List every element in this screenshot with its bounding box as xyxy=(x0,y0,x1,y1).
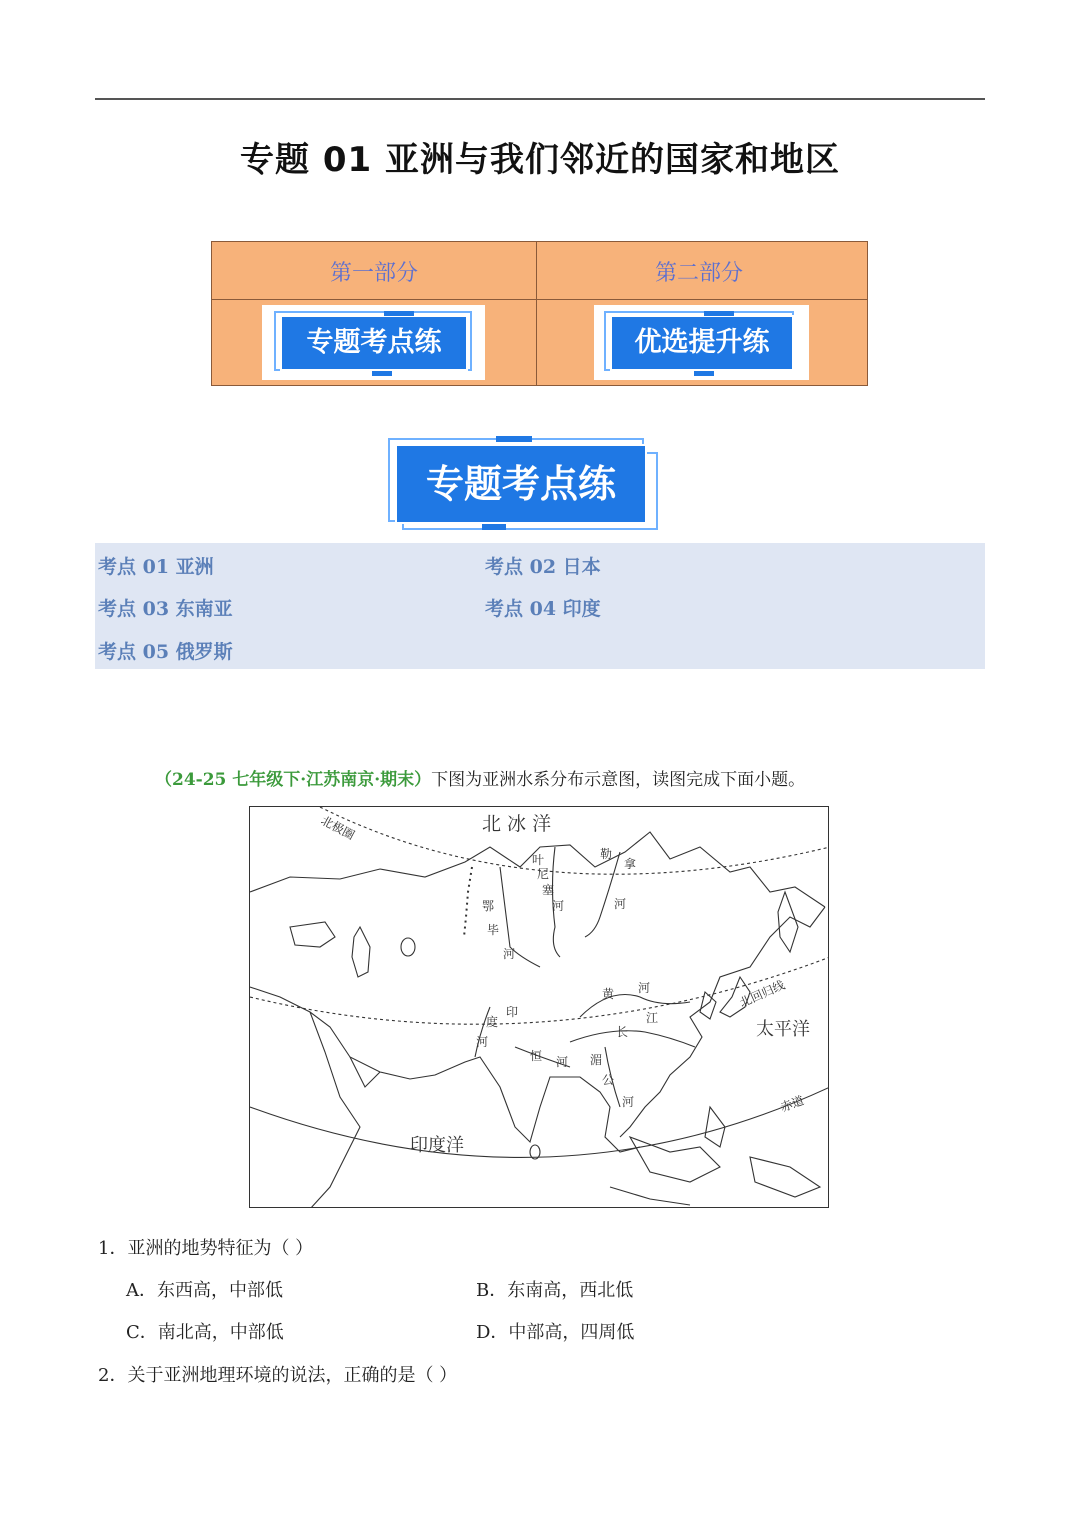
yangtze-river xyxy=(570,1031,695,1047)
part-two-badge-box xyxy=(594,305,809,380)
africa-coast xyxy=(310,1012,360,1208)
badge-tab xyxy=(384,311,414,316)
map-label-ganges: 恒 xyxy=(530,1049,543,1063)
new-guinea xyxy=(750,1157,820,1197)
question-1-option-b[interactable]: B．东南高，西北低 xyxy=(476,1280,634,1301)
kaodian-link-04[interactable]: 考点 04 印度 xyxy=(485,598,601,620)
map-label-yellow-river: 河 xyxy=(638,981,651,995)
map-label-yenisei: 尼 xyxy=(537,867,550,881)
caspian-sea xyxy=(352,927,370,977)
part-one-badge[interactable]: 专题考点练 xyxy=(282,317,466,369)
ural-mountains xyxy=(464,867,472,937)
equator-line xyxy=(250,1087,829,1157)
kaodian-panel xyxy=(95,543,985,669)
map-label-ob: 河 xyxy=(503,947,516,961)
badge-tab xyxy=(694,371,714,376)
part-two-badge[interactable]: 优选提升练 xyxy=(612,317,792,369)
question-1-stem: 1．亚洲的地势特征为（ ） xyxy=(98,1238,314,1259)
map-label-pacific: 太平洋 xyxy=(756,1019,810,1040)
asia-river-map xyxy=(249,806,829,1208)
question-intro-text: 下图为亚洲水系分布示意图，读图完成下面小题。 xyxy=(431,770,806,790)
badge-tab xyxy=(372,371,392,376)
map-label-ganges: 河 xyxy=(556,1055,569,1069)
map-label-mekong: 公 xyxy=(602,1073,615,1087)
map-label-ob: 鄂 xyxy=(482,899,495,913)
badge-tab xyxy=(482,524,506,530)
map-label-arctic-ocean: 北 冰 洋 xyxy=(482,813,552,835)
map-label-indian-ocean: 印度洋 xyxy=(410,1135,464,1156)
question-1-option-a[interactable]: A．东西高，中部低 xyxy=(126,1280,283,1301)
map-label-mekong: 湄 xyxy=(590,1053,603,1067)
borneo-sumatra xyxy=(630,1137,720,1182)
section-badge-box xyxy=(384,434,660,532)
map-label-tropic: 北回归线 xyxy=(737,977,787,1011)
question-source: （24-25 七年级下·江苏南京·期末） xyxy=(155,770,432,790)
map-label-indus: 河 xyxy=(476,1035,489,1049)
map-label-equator: 赤道 xyxy=(778,1093,806,1115)
question-2-stem: 2．关于亚洲地理环境的说法，正确的是（ ） xyxy=(98,1365,458,1386)
part-one-badge-box xyxy=(262,305,485,380)
kaodian-link-02[interactable]: 考点 02 日本 xyxy=(485,556,601,578)
map-label-yenisei: 塞 xyxy=(542,883,555,897)
question-1-option-d[interactable]: D．中部高，四周低 xyxy=(476,1322,635,1343)
arctic-circle-line xyxy=(320,807,829,874)
map-label-mekong: 河 xyxy=(622,1095,635,1109)
top-rule xyxy=(95,98,985,100)
page-title: 专题 01 亚洲与我们邻近的国家和地区 xyxy=(240,140,840,180)
java xyxy=(610,1187,690,1205)
table-divider-horizontal xyxy=(212,299,867,300)
map-label-yenisei: 河 xyxy=(552,899,565,913)
kaodian-link-03[interactable]: 考点 03 东南亚 xyxy=(98,598,233,620)
map-label-lena: 拿 xyxy=(624,857,637,871)
black-sea xyxy=(290,922,335,947)
map-label-yangtze: 长 xyxy=(616,1025,629,1039)
map-label-indus: 印 xyxy=(506,1005,519,1019)
map-label-yellow-river: 黄 xyxy=(602,987,615,1001)
map-label-indus: 度 xyxy=(486,1015,499,1029)
kamchatka xyxy=(778,892,798,952)
map-label-lena: 勒 xyxy=(600,847,613,861)
map-label-lena: 河 xyxy=(614,897,627,911)
question-1-option-c[interactable]: C．南北高，中部低 xyxy=(126,1322,284,1343)
south-coast xyxy=(250,987,640,1152)
philippines xyxy=(705,1107,725,1147)
badge-tab xyxy=(704,311,734,316)
yellow-river xyxy=(580,995,690,1018)
part-one-label: 第一部分 xyxy=(329,261,418,286)
map-label-yenisei: 叶 xyxy=(532,853,545,867)
map-label-ob: 毕 xyxy=(487,923,500,937)
arabia-coast xyxy=(350,1057,380,1087)
map-label-arctic-circle: 北极圈 xyxy=(318,813,357,843)
kaodian-link-05[interactable]: 考点 05 俄罗斯 xyxy=(98,641,233,663)
aral-sea xyxy=(401,938,415,956)
section-badge[interactable]: 专题考点练 xyxy=(397,446,645,522)
question-intro xyxy=(155,765,805,790)
map-label-yangtze: 江 xyxy=(646,1011,659,1025)
badge-tab xyxy=(496,436,532,442)
parts-table xyxy=(211,241,868,386)
korea xyxy=(700,992,716,1019)
kaodian-link-01[interactable]: 考点 01 亚洲 xyxy=(98,556,214,578)
part-two-label: 第二部分 xyxy=(654,261,743,286)
